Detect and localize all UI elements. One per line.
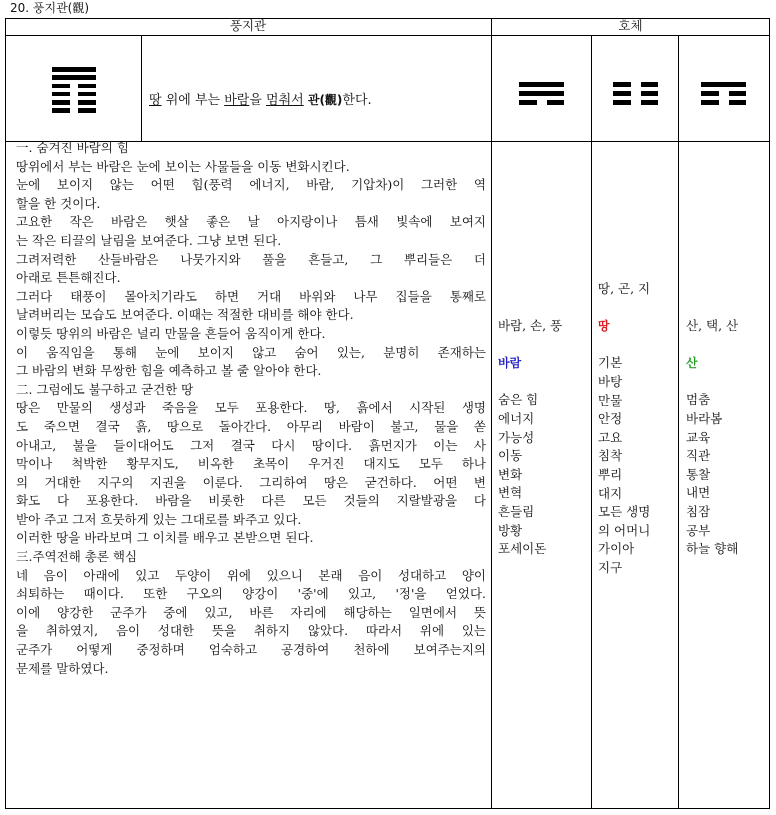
commentary-line: 三.주역전해 총론 핵심 [16,549,138,565]
divider [5,35,770,36]
keyword-item: 흔들림 [498,503,535,519]
desc-word-earth: 땅 [149,93,162,108]
page-title: 20. 풍지관(觀) [10,1,90,15]
keyword-item: 바탕 [598,373,623,389]
commentary-line: 아내고, 불을 들이대어도 그저 결국 다시 땅이다. 흙먼지가 이는 사 [16,437,486,453]
mountain-column [686,317,738,559]
desc-word-gwan: 관(觀) [307,93,343,107]
commentary-line: 二. 그럼에도 불구하고 굳건한 땅 [16,381,194,397]
hexagram-line [52,84,96,89]
keyword-item: 변화 [498,466,523,482]
trigram-line [613,91,658,96]
keyword-item: 직관 [686,448,711,464]
commentary-line: 一. 숨겨진 바람의 힘 [16,140,129,155]
wind-aliases: 바람, 손, 풍 [498,318,563,333]
hexagram-line [52,108,96,113]
spacer [598,299,668,318]
commentary-line: 이에 양강한 군주가 중에 있고, 바른 자리에 해당하는 일면에서 뜻 [16,604,486,620]
header-mutual-hexagram: 호체 [618,18,643,33]
earth-items [598,354,668,577]
hexagram-line [52,75,96,80]
keyword-item: 통찰 [686,466,711,482]
hexagram-icon [52,67,96,117]
desc-text: 위에 부는 [161,93,225,108]
keyword-item: 포세이돈 [498,541,547,557]
commentary-line: 땅은 만물의 생성과 죽음을 모두 포용한다. 땅, 흙에서 시작된 생명 [16,400,486,416]
commentary-line: 군주가 어떻게 중정하며 엄숙하고 공경하여 천하에 보여주는지의 [16,642,486,658]
commentary-line: 고요한 작은 바람은 햇살 좋은 날 아지랑이나 틈새 빛속에 보여지 [16,214,486,230]
trigram-line [613,82,658,87]
commentary-line: 땅위에서 부는 바람은 눈에 보이는 사물들을 이동 변화시킨다. [16,158,350,174]
keyword-item: 이동 [498,448,523,464]
trigram-line [701,91,746,96]
earth-aliases: 땅, 곤, 지 [598,281,651,296]
keyword-item: 안정 [598,411,623,427]
keyword-item: 에너지 [498,410,535,426]
keyword-item: 지구 [598,559,623,575]
keyword-item: 하늘 향해 [686,541,739,557]
divider [591,35,592,809]
keyword-item: 침잠 [686,503,711,519]
commentary-line: 쇠퇴하는 때이다. 또한 구오의 양강이 '중'에 있고, '정'을 얻었다. [16,586,486,602]
wind-column [498,317,562,559]
trigram-line [519,91,564,96]
trigram-line [519,100,564,105]
keyword-item: 모든 생명 [598,504,651,520]
earth-keyword: 땅 [598,319,610,334]
desc-text: 한다. [342,93,372,108]
commentary-line: 화도 다 포용한다. 바람을 비롯한 다른 모든 것들의 지랄발광을 다 [16,493,486,509]
spacer [498,373,562,392]
commentary-line: 네 음이 아래에 있고 두양이 위에 있으니 본래 음이 성대하고 양이 [16,567,486,583]
hexagram-line [52,92,96,97]
keyword-item: 멈춤 [686,392,711,408]
commentary-line: 문제를 말하였다. [16,660,109,676]
commentary-line: 아래로 튼튼해진다. [16,270,121,286]
mountain-items [686,391,738,558]
commentary-text [16,139,486,678]
keyword-item: 침착 [598,448,623,464]
hexagram-description [149,91,372,110]
wind-keyword: 바람 [498,356,522,371]
keyword-item: 가이아 [598,541,635,557]
header-hexagram-name: 풍지관 [229,18,267,33]
keyword-item: 뿌리 [598,466,623,482]
trigram-line [701,100,746,105]
commentary-line: 받아 주고 그저 흐뭇하게 있는 그대로를 봐주고 있다. [16,511,302,527]
keyword-item: 내면 [686,485,711,501]
keyword-item: 고요 [598,429,623,445]
commentary-line: 막이나 척박한 황무지도, 비옥한 초목이 우거진 대지도 모두 하나 [16,456,486,472]
trigram-line [519,82,564,87]
spacer [686,373,738,392]
keyword-item: 공부 [686,522,711,538]
wind-items [498,391,562,558]
keyword-item: 숨은 힘 [498,392,539,408]
hexagram-line [52,100,96,105]
commentary-line: 의 거대한 지구의 지권을 이룬다. 그리하여 땅은 굳건하다. 어떤 변 [16,474,486,490]
desc-word-stop: 멈춰서 [266,93,304,108]
commentary-line: 이러한 땅을 바라보며 그 이치를 배우고 본받으면 된다. [16,530,314,546]
commentary-line: 이렇듯 땅위의 바람은 널리 만물을 흔들어 움직이게 한다. [16,325,326,341]
commentary-line: 도 죽으면 결국 흙, 땅으로 돌아간다. 아무리 바람이 불고, 물을 쏟 [16,418,486,434]
commentary-line: 눈에 보이지 않는 어떤 힘(풍력 에너지, 바람, 기압차)이 그러한 역 [16,177,486,193]
trigram-line [701,82,746,87]
trigram-wind-icon [519,82,564,109]
mountain-keyword: 산 [686,356,698,371]
commentary-line: 는 작은 티끌의 날림을 보여준다. 그냥 보면 된다. [16,232,282,248]
divider [678,35,679,809]
commentary-line: 이 움직임을 통해 눈에 보이지 않고 숨어 있는, 분명히 존재하는 [16,344,486,360]
earth-column [598,280,668,578]
keyword-item: 기본 [598,355,623,371]
spacer [598,336,668,355]
keyword-item: 변혁 [498,485,523,501]
keyword-item: 의 어머니 [598,522,651,538]
keyword-item: 만물 [598,392,623,408]
trigram-mountain-icon [701,82,746,109]
trigram-line [613,100,658,105]
divider [141,35,142,141]
divider [491,18,492,809]
keyword-item: 방황 [498,522,523,538]
spacer [498,336,562,355]
desc-text: 을 [249,93,267,108]
hexagram-line [52,67,96,72]
commentary-line: 그러다 태풍이 몰아치기라도 하면 거대 바위와 나무 집들을 통째로 [16,288,486,304]
mountain-aliases: 산, 택, 산 [686,318,739,333]
commentary-line: 날려버리는 모습도 보여준다. 이때는 적절한 대비를 해야 한다. [16,307,354,323]
trigram-earth-icon [613,82,658,109]
desc-word-wind: 바람 [224,93,250,108]
commentary-line: 그 바람의 변화 무쌍한 힘을 예측하고 볼 줄 알아야 한다. [16,363,322,379]
commentary-line: 할을 한 것이다. [16,195,101,211]
keyword-item: 바라봄 [686,410,723,426]
spacer [686,336,738,355]
commentary-line: 을 취하였지, 음이 성대한 뜻을 취하지 않았다. 따라서 위에 있는 [16,623,486,639]
keyword-item: 대지 [598,485,623,501]
commentary-line: 그려저력한 산들바람은 나뭇가지와 풀을 흔들고, 그 뿌리들은 더 [16,251,486,267]
keyword-item: 가능성 [498,429,535,445]
keyword-item: 교육 [686,429,711,445]
